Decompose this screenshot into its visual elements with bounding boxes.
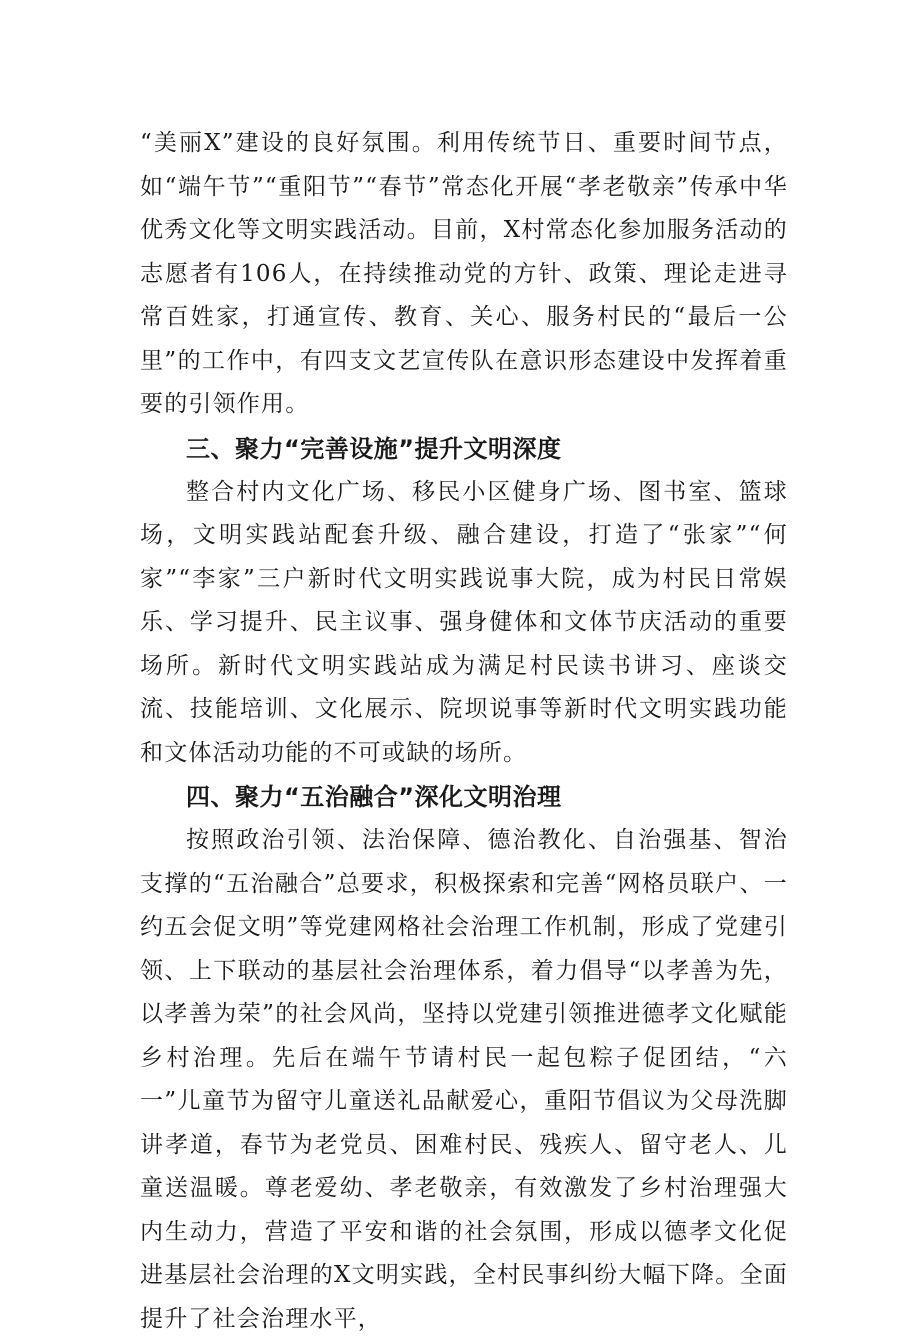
paragraph-section-3: 整合村内文化广场、移民小区健身广场、图书室、篮球场，文明实践站配套升级、融合建设，打造了“张家”“何家”“李家”三户新时代文明实践说事大院，成为村民日常娱乐、学习提升、民主议事、强身健体和文体节庆活动的重要场所。新时代文明实践站成为满足村民读书讲习、座谈交流、技能培训、文化展示、院坝说事等新时代文明实践功能和文体活动功能的不可或缺的场所。	[140, 478, 788, 766]
document-body	[140, 122, 788, 1341]
paragraph-continuation: “美丽X”建设的良好氛围。利用传统节日、重要时间节点，如“端午节”“重阳节”“春节”常态化开展“孝老敬亲”传承中华优秀文化等文明实践活动。目前，X村常态化参加服务活动的志愿者有106人，在持续推动党的方针、政策、理论走进寻常百姓家，打通宣传、教育、关心、服务村民的“最后一公里”的工作中，有四支文艺宣传队在意识形态建设中发挥着重要的引领作用。	[140, 130, 788, 417]
section-heading-4: 四、聚力“五治融合”深化文明治理	[186, 783, 562, 811]
section-heading-3: 三、聚力“完善设施”提升文明深度	[186, 434, 562, 463]
paragraph-section-4: 按照政治引领、法治保障、德治教化、自治强基、智治支撑的“五治融合”总要求，积极探索和完善“网格员联户、一约五会促文明”等党建网格社会治理工作机制，形成了党建引领、上下联动的基层社会治理体系，着力倡导“以孝善为先，以孝善为荣”的社会风尚，坚持以党建引领推进德孝文化赋能乡村治理。先后在端午节请村民一起包粽子促团结，“六一”儿童节为留守儿童送礼品献爱心，重阳节倡议为父母洗脚讲孝道，春节为老党员、困难村民、残疾人、留守老人、儿童送温暖。尊老爱幼、孝老敬亲，有效激发了乡村治理强大内生动力，营造了平安和谐的社会氛围，形成以德孝文化促进基层社会治理的X文明实践，全村民事纠纷大幅下降。全面提升了社会治理水平，	[140, 827, 788, 1332]
